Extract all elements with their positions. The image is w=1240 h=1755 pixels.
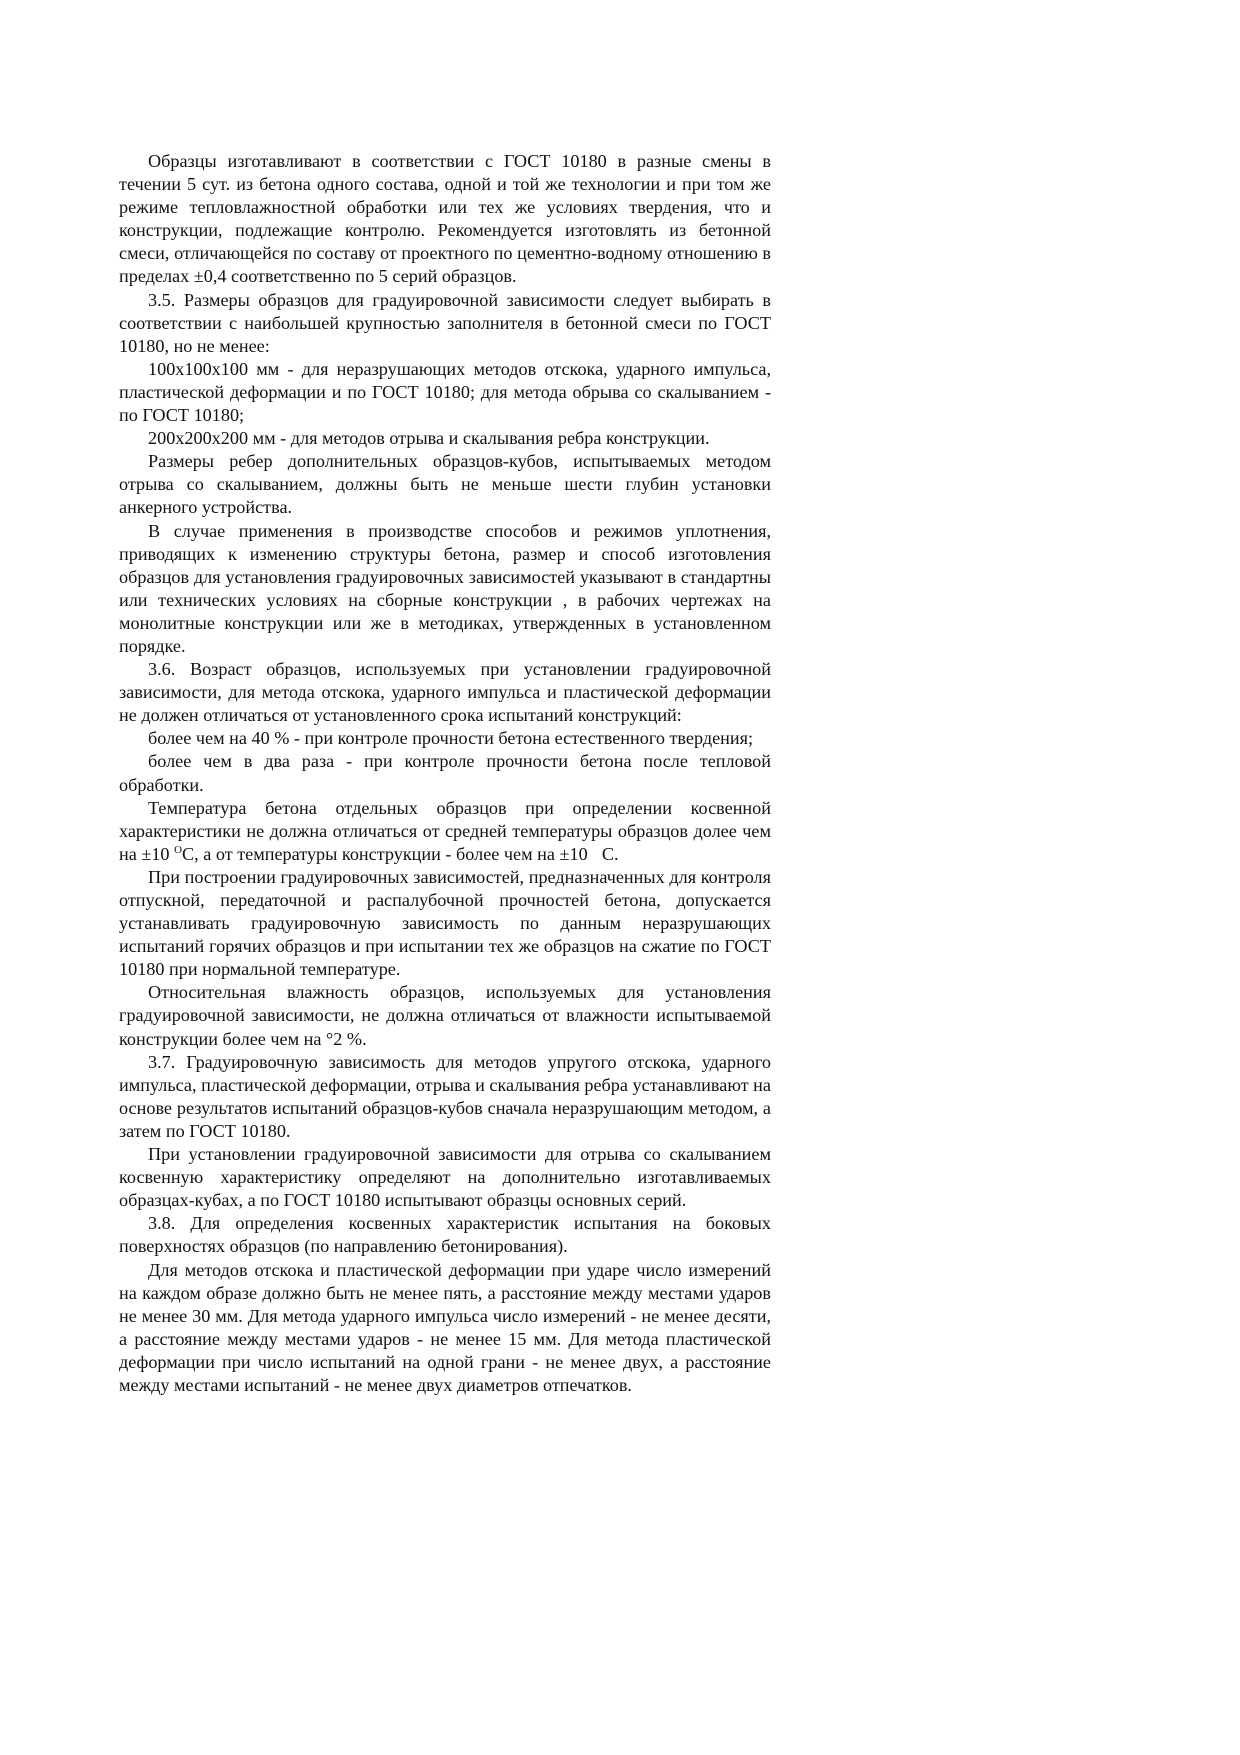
paragraph-edge-sizes: Размеры ребер дополнительных образцов-кубов, испытываемых методом отрыва со скалыванием, должны быть не меньше шести глубин установки анкерного устройства. (119, 451, 771, 518)
temperature-text-after: С, а от температуры конструкции - более чем на ±10 С. (182, 843, 619, 864)
paragraph-humidity: Относительная влажность образцов, используемых для установления градуировочной зависимости, не должна отличаться от влажности испытываемой конструкции более чем на °2 %. (119, 982, 771, 1049)
paragraph-size-200: 200x200x200 мм - для методов отрыва и скалывания ребра конструкции. (148, 428, 710, 449)
paragraph-measurement-counts: Для методов отскока и пластической деформации при ударе число измерений на каждом образе должно быть не менее пять, а расстояние между местами ударов не менее 30 мм. Для метода ударного импульса число измерений - не менее десяти, а расстояние между местами ударов - не менее 15 мм. Для метода пластической деформации при число испытаний на одной грани - не менее двух, а расстояние между местами испытаний - не менее двух диаметров отпечатков. (119, 1259, 771, 1395)
paragraph-3-8-indirect-characteristics: 3.8. Для определения косвенных характеристик испытания на боковых поверхностях образцов (по направлению бетонирования). (119, 1213, 771, 1257)
paragraph-compaction-methods: В случае применения в производстве способов и режимов уплотнения, приводящих к изменению структуры бетона, размер и способ изготовления образцов для установления градуировочных зависимостей указывают в стандартны или технических условиях на сборные конструкции , в рабочих чертежах на монолитные конструкции или же в методиках, утвержденных в установленном порядке. (119, 520, 771, 656)
degree-superscript: О (174, 843, 183, 856)
paragraph-samples-manufacturing: Образцы изготавливают в соответствии с ГОСТ 10180 в разные смены в течении 5 сут. из бетона одного состава, одной и той же технологии и при том же режиме тепловлажностной обработки или тех же условиях твердения, что и конструкции, подлежащие контролю. Рекомендуется изготовлять из бетонной смеси, отличающейся по составу от проектного по цементно-водному отношению в пределах ±0,4 соответственно по 5 серий образцов. (119, 151, 771, 287)
paragraph-age-twice: более чем в два раза - при контроле прочности бетона после тепловой обработки. (119, 751, 771, 795)
paragraph-pull-off-calibration: При установлении градуировочной зависимости для отрыва со скалыванием косвенную характеристику определяют на дополнительно изготавливаемых образцах-кубах, а по ГОСТ 10180 испытывают образцы основных серий. (119, 1144, 771, 1211)
paragraph-age-40-percent: более чем на 40 % - при контроле прочности бетона естественного твердения; (148, 728, 754, 749)
paragraph-hot-samples: При построении градуировочных зависимостей, предназначенных для контроля отпускной, передаточной и распалубочной прочностей бетона, допускается устанавливать градуировочную зависимость по данным неразрушающих испытаний горячих образцов и при испытании тех же образцов на сжатие по ГОСТ 10180 при нормальной температуре. (119, 866, 771, 980)
document-page (119, 150, 771, 1397)
paragraph-size-100: 100x100x100 мм - для неразрушающих методов отскока, ударного импульса, пластической деформации и по ГОСТ 10180; для метода обрыва со скалыванием - по ГОСТ 10180; (119, 358, 771, 426)
paragraph-3-6-sample-age: 3.6. Возраст образцов, используемых при установлении градуировочной зависимости, для метода отскока, ударного импульса и пластической деформации не должен отличаться от установленного срока испытаний конструкций: (119, 659, 771, 726)
paragraph-3-5-sample-sizes: 3.5. Размеры образцов для градуировочной зависимости следует выбирать в соответствии с наибольшей крупностью заполнителя в бетонной смеси по ГОСТ 10180, но не менее: (119, 289, 771, 356)
paragraph-3-7-calibration: 3.7. Градуировочную зависимость для методов упругого отскока, ударного импульса, пластической деформации, отрыва и скалывания ребра устанавливают на основе результатов испытаний образцов-кубов сначала неразрушающим методом, а затем по ГОСТ 10180. (119, 1051, 771, 1141)
paragraph-temperature (119, 797, 771, 866)
temperature-text-before: Температура бетона отдельных образцов при определении косвенной характеристики не должна отличаться от средней температуры образцов долее чем на ±10 (119, 797, 771, 864)
